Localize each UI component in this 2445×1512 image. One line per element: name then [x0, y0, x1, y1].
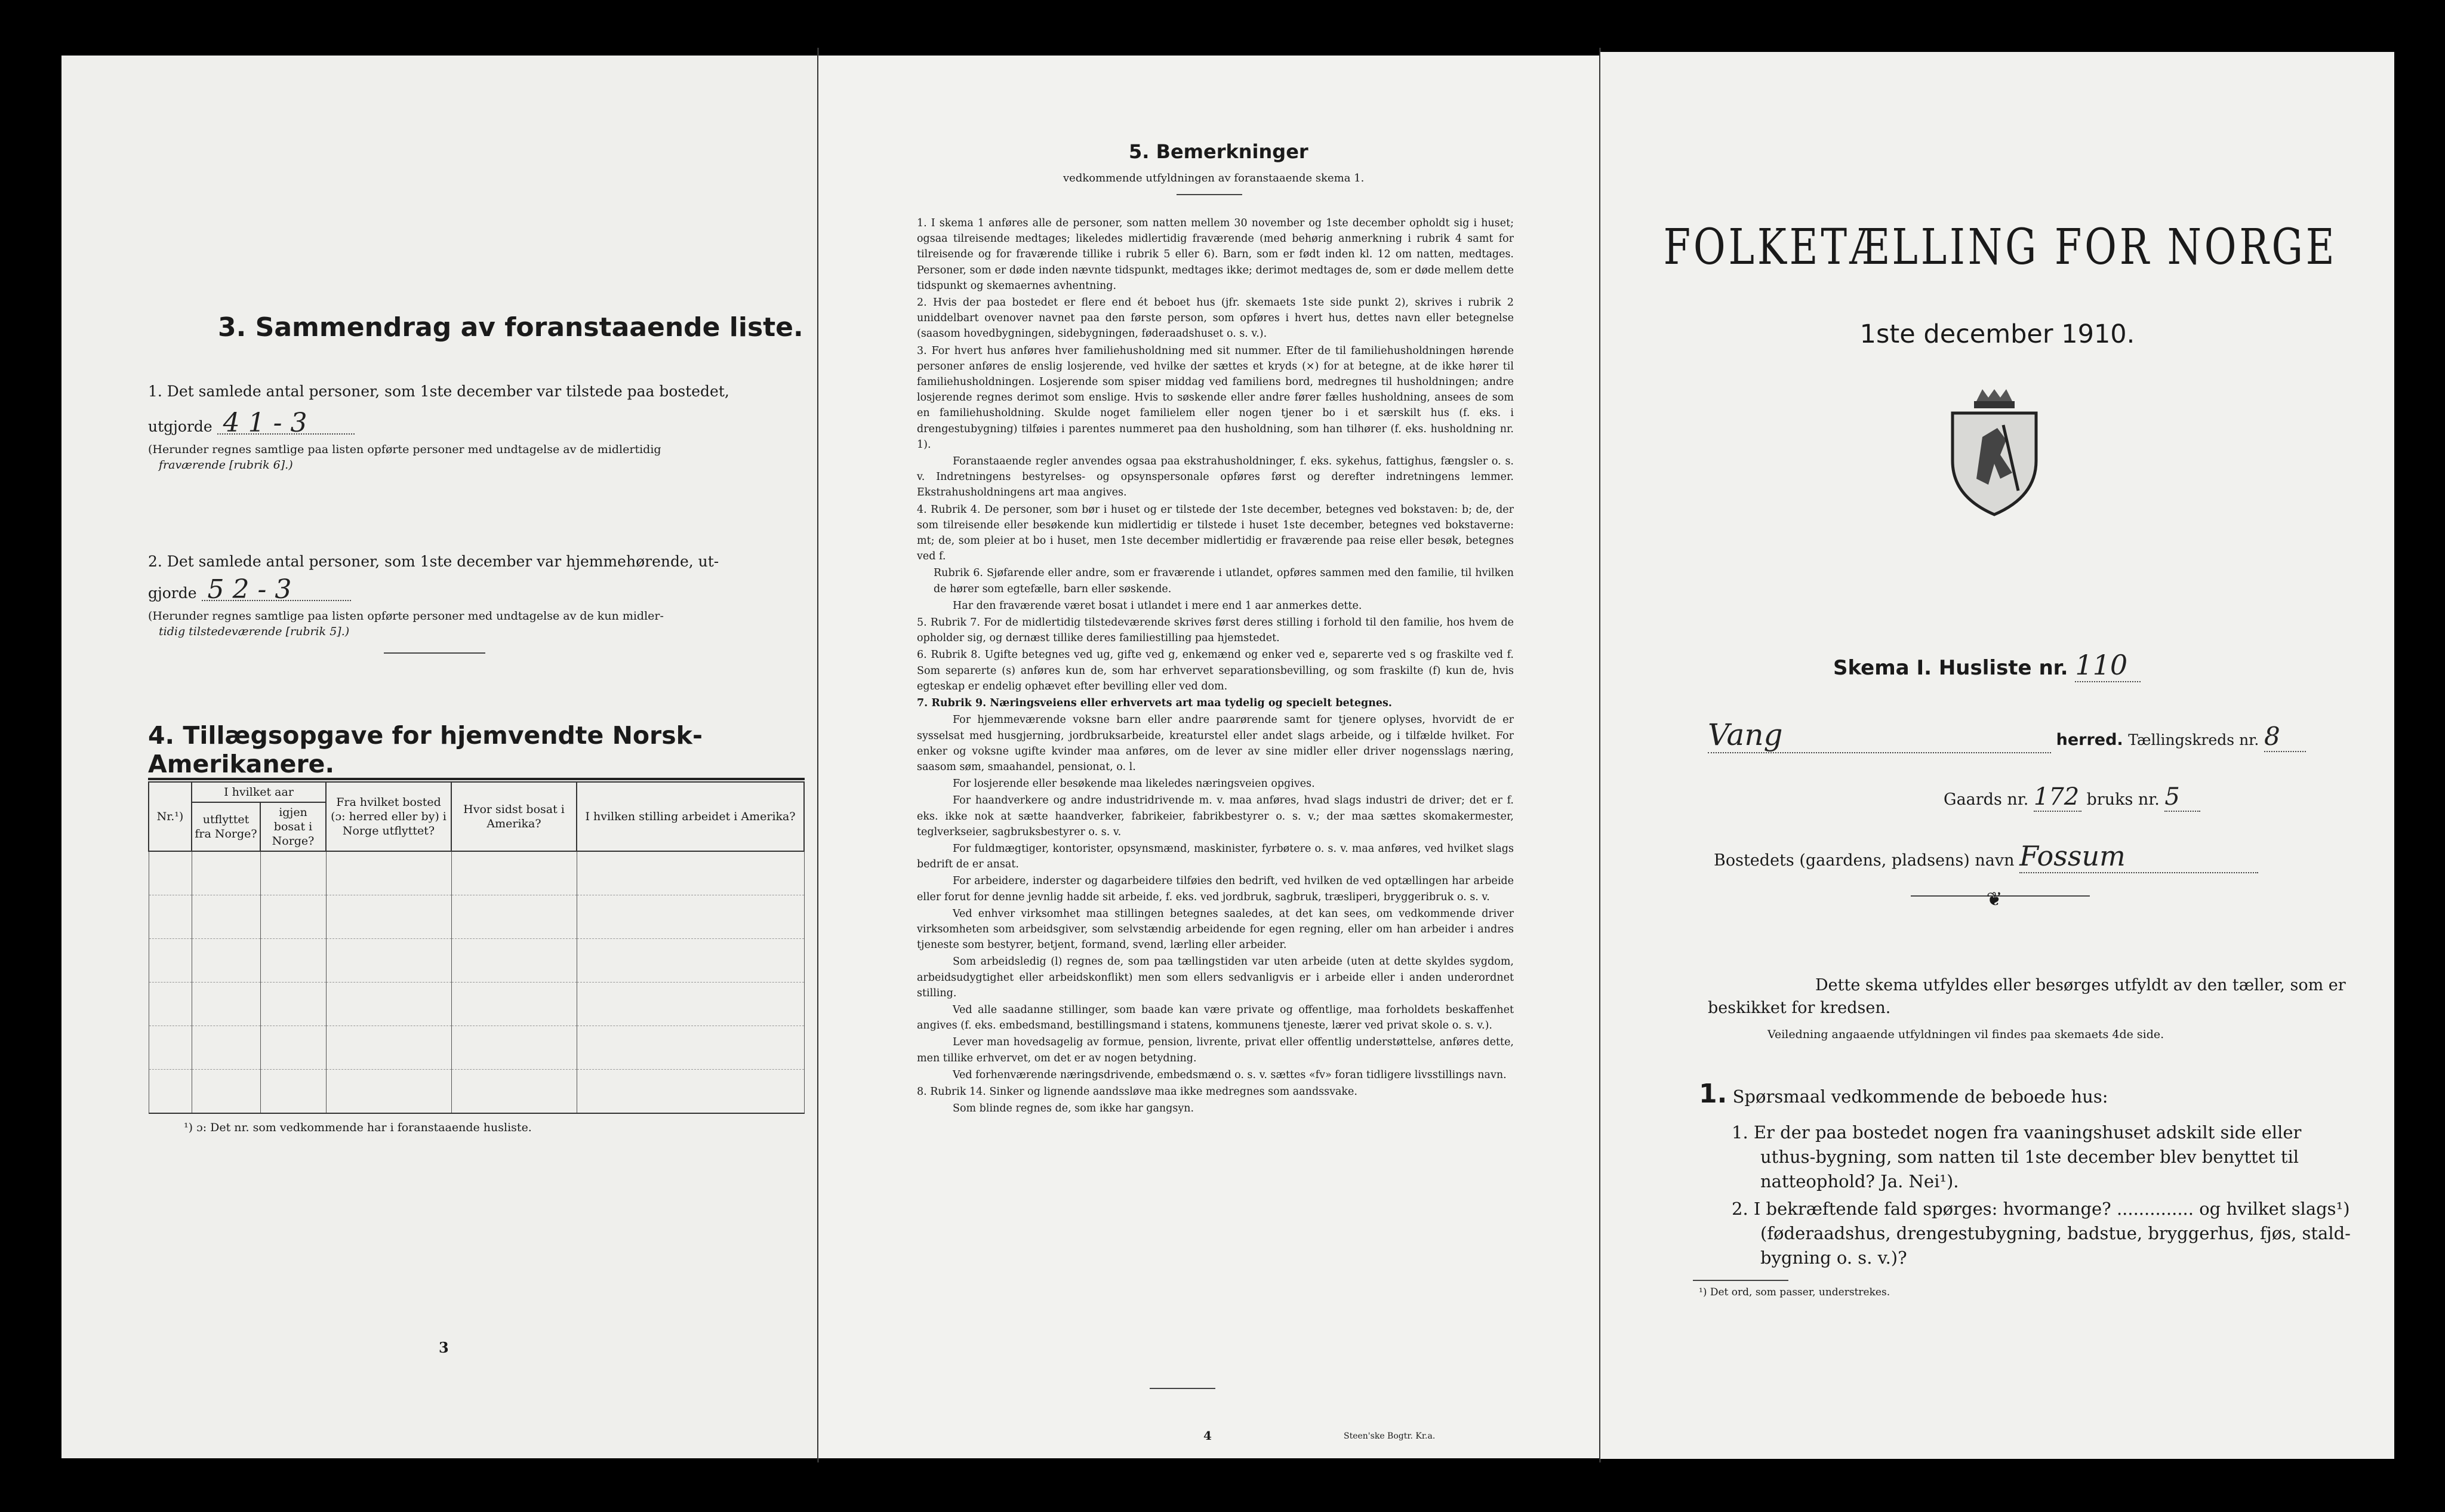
remark-paragraph: 3. For hvert hus anføres hver familiehusholdning med sit nummer. Efter de til familiehusholdningen hørende personer anføres de enslig losjerende, ved hvilke der sættes et kryds (×) for at betegne, at de ikke hører til familiehusholdningen. Losjerende som spiser middag ved familiens bord, medregnes til husholdningen; andre losjerende regnes derimot som enslige. Hvis to søskende eller andre fører fælles husholdning, ansees de som en familiehusholdning. Skulde noget familielem eller nogen tjener bo i et særskilt hus (f. eks. i drengestubygning) tilføies i parentes nummeret paa den husholdning, som han tilhører (f. eks. husholdning nr. 1).: [917, 344, 1514, 451]
gaards-line: [1944, 783, 2200, 812]
summary-item-2-note-b: tidig tilstedeværende [rubrik 5].): [159, 625, 350, 638]
remark-paragraph: For losjerende eller besøkende maa likeledes næringsveien opgives.: [953, 778, 1315, 790]
bruks-value: 5: [2164, 783, 2200, 812]
herred-label: herred.: [2056, 731, 2123, 749]
remark-paragraph: 7. Rubrik 9. Næringsveiens eller erhvervets art maa tydelig og specielt betegnes.: [917, 697, 1392, 710]
remark-paragraph: For fuldmægtiger, kontorister, opsynsmænd, maskinister, fyrbøtere o. s. v. maa anføres, ved hvilket slags bedrift de er ansat.: [917, 842, 1514, 871]
remarks-heading: 5. Bemerkninger: [1129, 140, 1308, 163]
section4-heading: 4. Tillægsopgave for hjemvendte Norsk-Amerikanere.: [148, 721, 703, 778]
remark-paragraph: 8. Rubrik 14. Sinker og lignende aandssløve maa ikke medregnes som aandssvake.: [917, 1085, 1357, 1098]
divider: [384, 652, 485, 654]
remark-paragraph: 4. Rubrik 4. De personer, som bør i huset og er tilstede der 1ste december, betegnes ved bokstaven: b; de, der som tilreisende eller besøkende kun midlertidig er tilstede i huset 1ste december, betegnes ved bokstaverne: mt; de, som pleier at bo i huset, men 1ste december midlertidig er fraværende paa reise eller besøk, betegnes ved f.: [917, 503, 1514, 563]
questions-heading: [1699, 1079, 2108, 1109]
remark-paragraph: For haandverkere og andre industridrivende m. v. maa anføres, hvad slags industri de driver; det er f. eks. ikke nok at sætte haandverker, fabrikeier, fabrikbestyrer o. s. v.; der maa sættes skomakermester, teglverkseier, sagbruksbestyrer o. s. v.: [917, 795, 1514, 838]
questions-heading-text: Spørsmaal vedkommende de beboede hus:: [1732, 1086, 2108, 1107]
summary-item-2-note-a: (Herunder regnes samtlige paa listen opførte personer med undtagelse av de kun midler-: [148, 609, 664, 623]
table-header-fra: Fra hvilket bosted (ɔ: herred eller by) i Norge utflyttet?: [326, 782, 451, 851]
summary-item-2-label: gjorde: [148, 584, 197, 602]
remarks-divider: [1177, 194, 1242, 195]
table-header-hvor: Hvor sidst bosat i Amerika?: [451, 782, 577, 851]
table-top-rule: [148, 778, 805, 780]
table-header-nr: Nr.¹): [149, 782, 192, 851]
remark-paragraph: Ved forhenværende næringsdrivende, embedsmænd o. s. v. sættes «fv» foran tidligere livsstillings navn.: [953, 1068, 1507, 1081]
remark-paragraph: 2. Hvis der paa bostedet er flere end ét beboet hus (jfr. skemaets 1ste side punkt 2), skrives i rubrik 2 uniddelbart ovenover navnet paa den første person, som opføres i hvert hus, dettes navn eller betegnelse (saasom hovedbygningen, sidebygningen, føderaadshuset o. s. v.).: [917, 297, 1514, 340]
remarks-end-divider: [1150, 1388, 1215, 1389]
table-row: [149, 1070, 804, 1114]
intro-text: [1708, 974, 2352, 1020]
bosted-line: [1714, 840, 2258, 873]
page-left: [61, 56, 818, 1458]
table-row: [149, 895, 804, 939]
census-date: 1ste december 1910.: [1859, 319, 2135, 349]
remark-paragraph: 1. I skema 1 anføres alle de personer, som natten mellem 30 november og 1ste december opholdt sig i huset; ogsaa tilreisende medtages; likeledes midlertidig fraværende (med behørig anmerkning i rubrik 4 samt for tilreisende og for fraværende tillike i rubrik 5 eller 6). Barn, som er født inden kl. 12 om natten, medtages. Personer, som er døde inden nævnte tidspunkt, medtages ikke; derimot medtages de, som er døde mellem dette tidspunkt og skemaernes avhentning.: [917, 217, 1514, 292]
remark-paragraph: For hjemmeværende voksne barn eller andre paarørende samt for tjenere oplyses, hvorvidt de er sysselsat med husgjerning, jordbruksarbeide, kreaturstel eller andet slags arbeide, og i tilfælde hvilket. For enker og voksne ugifte kvinder maa anføres, om de lever av sine midler eller driver nogensslags næring, saasom søm, smaahandel, pensionat, o. l.: [917, 714, 1514, 773]
remark-paragraph: Som arbeidsledig (l) regnes de, som paa tællingstiden var uten arbeide (uten at dette skyldes sygdom, arbeidsudygtighet eller arbeidskonflikt) men som ellers sedvanligvis er i arbeide eller i anden underordnet stilling.: [917, 956, 1514, 999]
gaards-label: Gaards nr.: [1944, 790, 2029, 809]
remark-paragraph: Har den fraværende været bosat i utlandet i mere end 1 aar anmerkes dette.: [953, 599, 1362, 612]
census-title: FOLKETÆLLING FOR NORGE: [1663, 219, 2338, 276]
bruks-label: bruks nr.: [2086, 790, 2160, 809]
summary-item-2-answer: [148, 574, 805, 605]
summary-item-2-note: [148, 608, 805, 639]
summary-item-2: [148, 551, 805, 639]
bosted-value: Fossum: [2019, 840, 2258, 873]
schema-husliste: [1833, 649, 2141, 682]
summary-item-1-value: 4 1 - 3: [217, 412, 355, 435]
remark-paragraph: Ved alle saadanne stillinger, som baade kan være private og offentlige, maa forholdets beskaffenhet angives (f. eks. embedsmand, bestillingsmand i statens, kommunens tjeneste, lærer ved privat skole o. s. v.).: [917, 1003, 1514, 1032]
remark-paragraph: Foranstaaende regler anvendes ogsaa paa ekstrahusholdninger, f. eks. sykehus, fattighus, fængsler o. s. v. Indretningens bestyrelses- og opsynspersonale opføres først og derefter indretningens lemmer. Ekstrahusholdningens art maa angives.: [917, 455, 1514, 499]
remarks-subheading: vedkommende utfyldningen av foranstaaende skema 1.: [1063, 172, 1365, 184]
table-row: [149, 983, 804, 1026]
summary-item-1-label: utgjorde: [148, 418, 213, 435]
question-2-line-c: bygning o. s. v.)?: [1760, 1248, 1907, 1268]
summary-item-1-note: [148, 442, 805, 473]
remark-paragraph: Som blinde regnes de, som ikke har gangsyn.: [953, 1103, 1194, 1115]
remark-paragraph: 5. Rubrik 7. For de midlertidig tilstedeværende skrives først deres stilling i forhold til den familie, hos hvem de opholder sig, og dernæst tillike deres familiestilling paa hjemstedet.: [917, 617, 1514, 645]
intro-line-2: beskikket for kredsen.: [1708, 999, 1891, 1017]
table-header-stilling: I hvilken stilling arbeidet i Amerika?: [577, 782, 804, 851]
summary-item-2-value: 5 2 - 3: [202, 579, 351, 601]
table-row: [149, 939, 804, 983]
table-row: [149, 1026, 804, 1070]
summary-item-2-text: 2. Det samlede antal personer, som 1ste december var hjemmehørende, ut-: [148, 553, 719, 570]
intro-line-1: Dette skema utfyldes eller besørges utfyldt av den tæller, som er: [1815, 976, 2346, 994]
question-2-line-b: (føderaadshus, drengestubygning, badstue, bryggerhus, fjøs, stald-: [1760, 1223, 2351, 1243]
kreds-value: 8: [2264, 722, 2306, 752]
question-1: [1732, 1120, 2376, 1194]
question-2-line-a: 2. I bekræftende fald spørges: hvormange? .............. og hvilket slags¹): [1732, 1199, 2350, 1219]
herred-line: [1708, 717, 2341, 753]
section3-heading: 3. Sammendrag av foranstaaende liste.: [218, 312, 803, 343]
page-number-4: 4: [1203, 1428, 1212, 1443]
remark-paragraph: 6. Rubrik 8. Ugifte betegnes ved ug, gifte ved g, enkemænd og enker ved e, separerte ved s og fraskilte ved f. Som separerte (s) anføres kun de, som har erhvervet separationsbevilling, og som fraskilte (f) kun de, hvis egteskap er endelig ophævet efter bevilling eller ved dom.: [917, 649, 1514, 692]
summary-item-1-text: 1. Det samlede antal personer, som 1ste december var tilstede paa bostedet,: [148, 383, 729, 400]
table-footnote: ¹) ɔ: Det nr. som vedkommende har i foranstaaende husliste.: [184, 1121, 532, 1134]
question-1-line-c: natteophold? Ja. Nei¹).: [1760, 1171, 1959, 1191]
herred-value: Vang: [1708, 717, 2051, 753]
question-1-line-a: 1. Er der paa bostedet nogen fra vaaningshuset adskilt side eller: [1732, 1122, 2302, 1143]
cover-footnote: ¹) Det ord, som passer, understrekes.: [1699, 1286, 1890, 1298]
questions-heading-number: 1.: [1699, 1079, 1727, 1109]
gaards-value: 172: [2034, 783, 2081, 812]
page-right-cover: [1600, 52, 2394, 1459]
guide-text: Veiledning angaaende utfyldningen vil findes paa skemaets 4de side.: [1767, 1028, 2164, 1041]
question-1-line-b: uthus-bygning, som natten til 1ste december blev benyttet til: [1760, 1147, 2299, 1167]
summary-item-1-answer: [148, 408, 805, 438]
summary-item-1: [148, 381, 805, 473]
page-number-3: 3: [439, 1339, 449, 1356]
page-middle: [818, 56, 1600, 1458]
remark-paragraph: Lever man hovedsagelig av formue, pension, livrente, privat eller offentlig understøttelse, anføres dette, men tillike erhvervet, om det er av nogen betydning.: [917, 1036, 1514, 1064]
table-header-group: I hvilket aar: [192, 782, 326, 802]
husliste-nr-value: 110: [2075, 649, 2141, 682]
table-header-igjen: igjen bosat i Norge?: [260, 802, 326, 851]
ornament-icon: ❦: [1986, 888, 2003, 910]
coat-of-arms-icon: [1941, 389, 2048, 518]
remarks-body: [917, 215, 1514, 1117]
footnote-rule: [1693, 1280, 1788, 1281]
table-header-utflyttet: utflyttet fra Norge?: [192, 802, 260, 851]
remark-paragraph: For arbeidere, inderster og dagarbeidere tilføies den bedrift, ved hvilken de ved optællingen har arbeide eller forut for denne jevnlig hadde sit arbeide, f. eks. ved jordbruk, sagbruk, træsliperi, bryggeribruk o. s. v.: [917, 875, 1514, 903]
norsk-amerikanere-table: [148, 781, 805, 1114]
table-row: [149, 851, 804, 895]
summary-item-1-note-b: fraværende [rubrik 6].): [159, 458, 293, 472]
printer-mark: Steen'ske Bogtr. Kr.a.: [1344, 1431, 1436, 1441]
summary-item-1-note-a: (Herunder regnes samtlige paa listen opførte personer med undtagelse av de midlertidig: [148, 443, 661, 456]
schema-label: Skema I. Husliste nr.: [1833, 656, 2068, 680]
question-2: [1732, 1197, 2376, 1270]
bosted-label: Bostedets (gaardens, pladsens) navn: [1714, 851, 2015, 870]
remark-paragraph: Rubrik 6. Sjøfarende eller andre, som er fraværende i utlandet, opføres sammen med den familie, til hvilken de hører som egtefælle, barn eller søskende.: [934, 567, 1514, 595]
remark-paragraph: Ved enhver virksomhet maa stillingen betegnes saaledes, at det kan sees, om vedkommende driver virksomheten som arbeidsgiver, som selvstændig arbeidende for egen regning, eller om han arbeider i andres tjeneste som bestyrer, betjent, formand, svend, lærling eller arbeider.: [917, 907, 1514, 951]
kreds-label: Tællingskreds nr.: [2128, 731, 2259, 749]
